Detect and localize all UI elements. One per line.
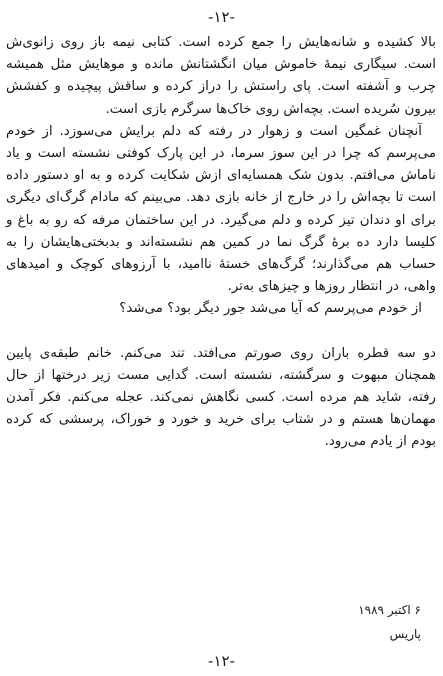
- signoff-place: پاریس: [389, 627, 421, 641]
- page-number-bottom: -۱۲-: [208, 652, 235, 670]
- paragraph-2: آنچنان غمگین است و زهوار در رفته که دلم برایش می‌سوزد. از خودم می‌پرسم که چرا در این سوز سرما، در این پارک کوفتی نشسته است و یاد ناماش می‌افتم. بدون شک همسایه‌ای ازش شکایت کرده و به او دستور داده است تا بچه‌اش را در خارج از خانه بازی دهد. می‌بینم که مادام گرگ‌ای دیگری برای او دندان تیز کرده و دلم می‌گیرد. در این ساختمان مرفه که رو به باغ و کلیسا دارد ده برهٔ گرگ نما در کمین هم نشسته‌اند و بدبختی‌هایشان را به حساب هم می‌گذارند؛ گرگ‌های خستهٔ ناامید، با آرزوهای کوچک و امیدهای واهی، در انتظار روزها و چیزهای به‌تر.: [6, 123, 436, 295]
- paragraph-4: دو سه قطره باران روی صورتم می‌افتد. تند می‌کنم. خانم طبقه‌ی پایین همچنان مبهوت و سرگشته، نشسته است. گدایی مست زیر درختها از حال رفته، شاید هم مرده است. کسی نگاهش نمی‌کند. عجله می‌کنم. فکر آمدن مهمان‌ها هستم و در شتاب برای خرید و خورد و خوراک، پرسشی که کرده بودم از یادم می‌رود.: [6, 345, 436, 450]
- body-text: [6, 32, 436, 454]
- signoff-date: ۶ اکتبر ۱۹۸۹: [358, 603, 421, 617]
- paragraph-3: از خودم می‌پرسم که آیا می‌شد جور دیگر بود؟ می‌شد؟: [119, 301, 422, 317]
- paragraph-1: بالا کشیده و شانه‌هایش را جمع کرده است. کتابی نیمه باز روی زانوی‌ش است. سیگاری نیمهٔ خاموش میان انگشتانش مانده و موهایش مثل همیشه چرب و آشفته است. پای راستش را دراز کرده و ساقش پیچیده و کفشش بیرون سُریده است. بچه‌اش روی خاک‌ها سرگرم بازی است.: [6, 35, 436, 117]
- page-number-top: -۱۲-: [208, 8, 235, 26]
- paragraph-gap: [6, 321, 436, 343]
